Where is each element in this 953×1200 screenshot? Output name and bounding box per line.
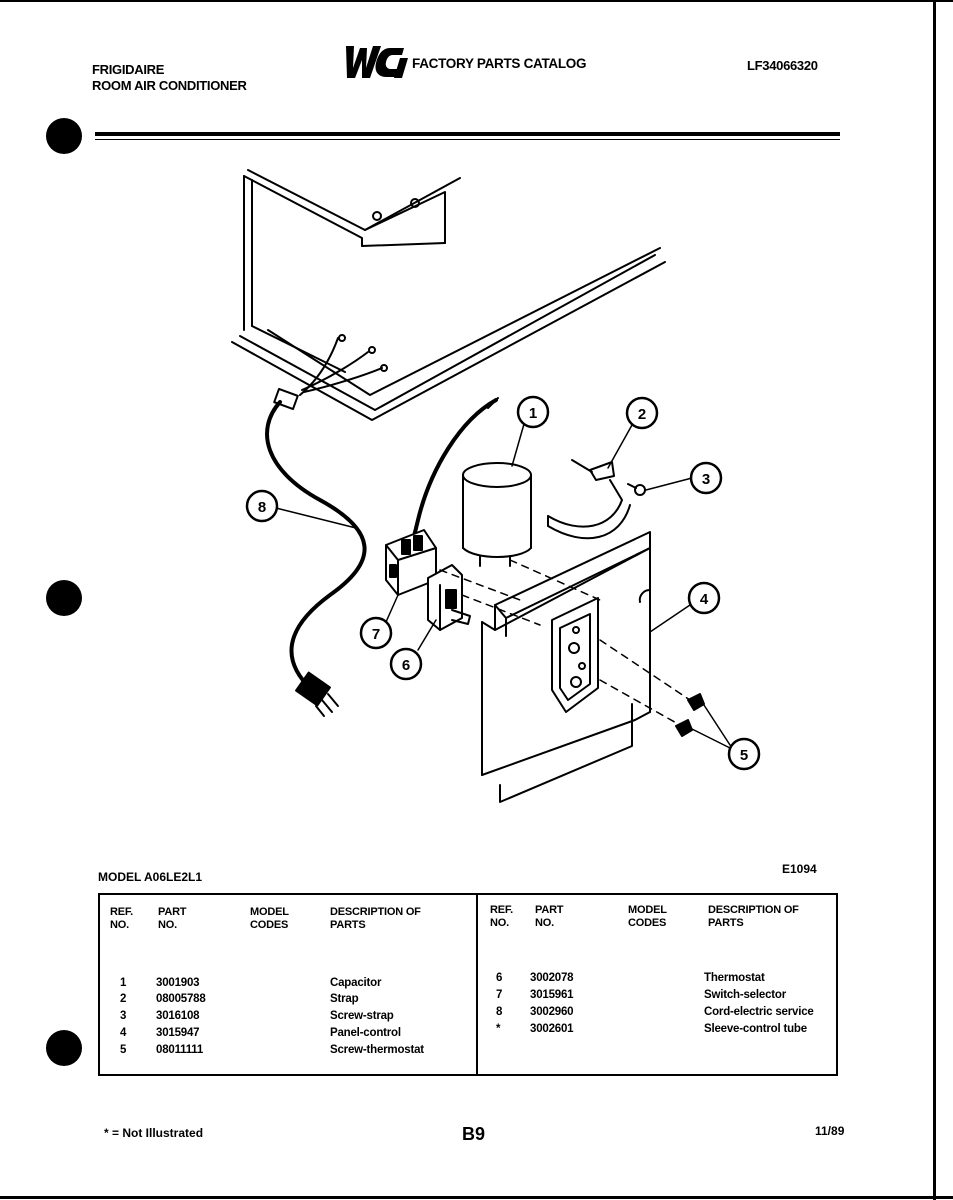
- header-model-codes-right: MODEL CODES: [628, 904, 667, 929]
- part-no: 3001903: [156, 977, 200, 989]
- ref-no: 8: [496, 1006, 503, 1018]
- svg-text:4: 4: [699, 591, 709, 608]
- part-description: Switch-selector: [704, 989, 786, 1001]
- product-name: ROOM AIR CONDITIONER: [92, 78, 247, 93]
- part-description: Sleeve-control tube: [704, 1023, 807, 1035]
- ref-no: 1: [120, 977, 127, 989]
- capacitor: [463, 463, 531, 566]
- ref-no: 3: [120, 1010, 127, 1022]
- header-ref-no-right: REF. NO.: [490, 904, 514, 929]
- part-description: Cord-electric service: [704, 1006, 814, 1018]
- part-description: Panel-control: [330, 1027, 401, 1039]
- strap-screw: [628, 484, 645, 495]
- header-ref-no: REF. NO.: [110, 906, 134, 931]
- figure-code: E1094: [782, 862, 817, 876]
- part-no: 3015947: [156, 1027, 200, 1039]
- part-no: 3002078: [530, 972, 574, 984]
- binder-hole-bottom: [46, 1030, 82, 1066]
- ref-no: 7: [496, 989, 503, 1001]
- brand-name: FRIGIDAIRE: [92, 62, 165, 77]
- header-description: DESCRIPTION OF PARTS: [330, 906, 421, 931]
- header-part-no: PART NO.: [158, 906, 187, 931]
- not-illustrated-note: * = Not Illustrated: [104, 1126, 204, 1140]
- page-border-bottom: [0, 1196, 953, 1199]
- ref-no: 6: [496, 972, 503, 984]
- part-no: 08005788: [156, 993, 206, 1005]
- page-number: B9: [462, 1124, 486, 1144]
- part-no: 3002960: [530, 1006, 574, 1018]
- svg-text:5: 5: [739, 747, 749, 764]
- chassis-housing: [232, 170, 665, 420]
- service-cord: [267, 402, 365, 690]
- callout-3: [691, 463, 721, 493]
- part-no: 08011111: [156, 1044, 204, 1056]
- svg-text:7: 7: [371, 626, 381, 643]
- thermostat: [428, 565, 470, 630]
- catalog-title: FACTORY PARTS CATALOG: [412, 56, 587, 71]
- catalog-number: LF34066320: [747, 58, 818, 73]
- model-number: MODEL A06LE2L1: [98, 870, 203, 884]
- ref-no: *: [496, 1023, 501, 1035]
- part-description: Capacitor: [330, 977, 382, 989]
- part-description: Screw-strap: [330, 1010, 394, 1022]
- svg-text:3: 3: [701, 471, 711, 488]
- header-part-no-right: PART NO.: [535, 904, 564, 929]
- ref-no: 5: [120, 1044, 127, 1056]
- header-description-right: DESCRIPTION OF PARTS: [708, 904, 799, 929]
- thermostat-screws: [676, 694, 704, 736]
- part-no: 3015961: [530, 989, 574, 1001]
- ref-no: 4: [120, 1027, 127, 1039]
- part-description: Strap: [330, 993, 359, 1005]
- part-no: 3002601: [530, 1023, 574, 1035]
- catalog-date: 11/89: [815, 1124, 845, 1138]
- callout-6: [391, 649, 421, 679]
- part-no: 3016108: [156, 1010, 200, 1022]
- svg-text:6: 6: [401, 657, 411, 674]
- capacitor-strap: [548, 460, 630, 538]
- parts-table-divider: [476, 893, 478, 1076]
- callout-2: [627, 398, 657, 428]
- ref-no: 2: [120, 993, 127, 1005]
- part-description: Screw-thermostat: [330, 1044, 424, 1056]
- callout-5: [729, 739, 759, 769]
- part-description: Thermostat: [704, 972, 765, 984]
- callout-8: [247, 491, 277, 521]
- control-panel: [482, 532, 650, 802]
- header-model-codes: MODEL CODES: [250, 906, 289, 931]
- callout-4: [689, 583, 719, 613]
- svg-text:2: 2: [637, 406, 647, 423]
- callout-7: [361, 618, 391, 648]
- svg-text:8: 8: [257, 499, 267, 516]
- callout-1: [518, 397, 548, 427]
- svg-text:1: 1: [528, 405, 538, 422]
